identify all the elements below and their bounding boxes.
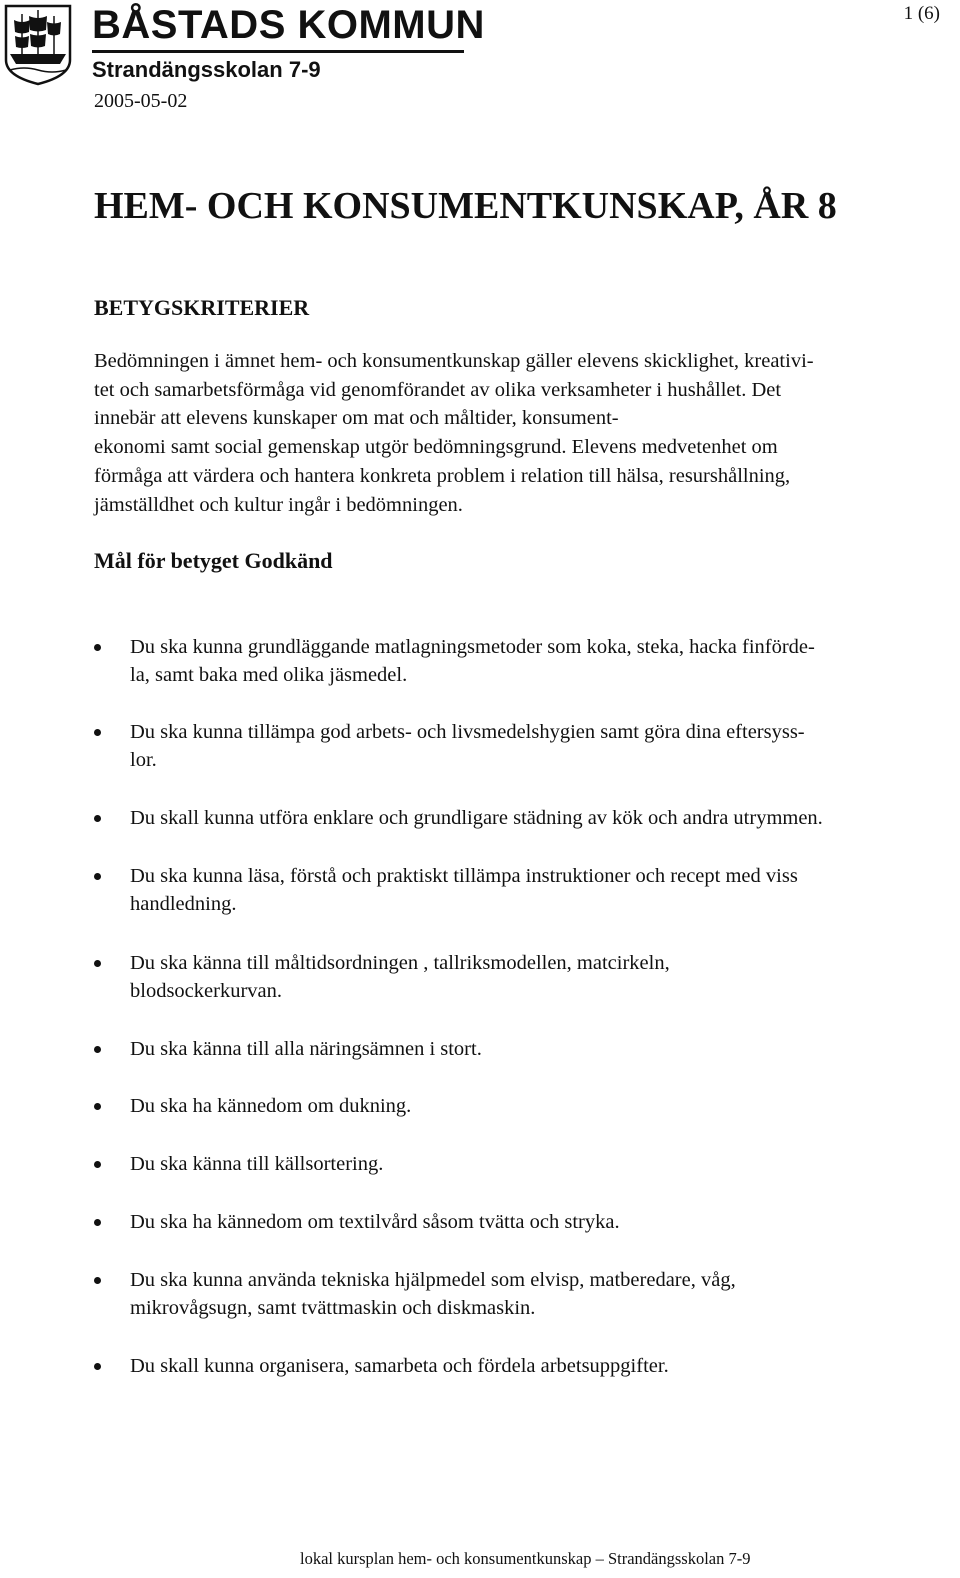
bullet-icon — [94, 1219, 101, 1226]
bullet-icon — [94, 729, 101, 736]
school-name: Strandängsskolan 7-9 — [92, 57, 321, 82]
intro-line: Bedömningen i ämnet hem- och konsumentkunskap gäller elevens skicklighet, kreativi- — [94, 350, 814, 372]
goal-line: Du ska känna till måltidsordningen , tallriksmodellen, matcirkeln, — [130, 952, 670, 974]
goal-line: la, samt baka med olika jäsmedel. — [130, 664, 408, 687]
goal-line: Du skall kunna organisera, samarbeta och fördela arbetsuppgifter. — [130, 1355, 669, 1377]
goal-line: Du ska ha kännedom om textilvård såsom tvätta och stryka. — [130, 1211, 620, 1233]
goals-heading: Mål för betyget Godkänd — [94, 548, 333, 573]
goal-line: handledning. — [130, 893, 237, 916]
page-footer: lokal kursplan hem- och konsumentkunskap – Strandängsskolan 7-9 — [300, 1549, 751, 1568]
bullet-icon — [94, 1161, 101, 1168]
section-heading: BETYGSKRITERIER — [94, 295, 310, 320]
goal-line: Du ska kunna läsa, förstå och praktiskt tillämpa instruktioner och recept med viss — [130, 865, 798, 887]
bullet-icon — [94, 873, 101, 880]
ship-emblem-icon — [2, 2, 74, 86]
intro-line: ekonomi samt social gemenskap utgör bedömningsgrund. Elevens medvetenhet om — [94, 436, 778, 459]
header-rule — [92, 50, 464, 53]
goal-line: mikrovågsugn, samt tvättmaskin och diskmaskin. — [130, 1297, 536, 1320]
goal-line: Du ska kunna använda tekniska hjälpmedel som elvisp, matberedare, våg, — [130, 1269, 736, 1291]
bullet-icon — [94, 815, 101, 822]
page-header — [0, 0, 485, 90]
intro-line: innebär att elevens kunskaper om mat och måltider, konsument- — [94, 407, 619, 430]
goal-line: Du ska känna till källsortering. — [130, 1153, 384, 1175]
intro-line: förmåga att värdera och hantera konkreta problem i relation till hälsa, resurshållning, — [94, 464, 791, 487]
bullet-icon — [94, 1046, 101, 1053]
goal-line: Du ska ha kännedom om dukning. — [130, 1095, 412, 1117]
goal-line: Du ska kunna tillämpa god arbets- och livsmedelshygien samt göra dina eftersyss- — [130, 721, 805, 743]
page-number: 1 (6) — [903, 3, 940, 24]
document-title: HEM- OCH KONSUMENTKUNSKAP, ÅR 8 — [94, 185, 837, 227]
bullet-icon — [94, 960, 101, 967]
intro-paragraph — [94, 347, 956, 519]
intro-line: tet och samarbetsförmåga vid genomförandet av olika verksamheter i hushållet. Det — [94, 378, 782, 401]
bullet-icon — [94, 644, 101, 651]
municipality-name: BÅSTADS KOMMUN — [92, 3, 485, 47]
bullet-icon — [94, 1277, 101, 1284]
goal-line: blodsockerkurvan. — [130, 980, 282, 1003]
intro-line: jämställdhet och kultur ingår i bedömningen. — [94, 493, 463, 516]
bullet-icon — [94, 1363, 101, 1370]
document-date: 2005-05-02 — [94, 90, 188, 112]
bullet-icon — [94, 1103, 101, 1110]
goal-line: Du ska känna till alla näringsämnen i stort. — [130, 1038, 482, 1060]
goal-line: Du skall kunna utföra enklare och grundligare städning av kök och andra utrymmen. — [130, 807, 823, 829]
goal-line: lor. — [130, 749, 157, 772]
goal-line: Du ska kunna grundläggande matlagningsmetoder som koka, steka, hacka finförde- — [130, 636, 815, 658]
